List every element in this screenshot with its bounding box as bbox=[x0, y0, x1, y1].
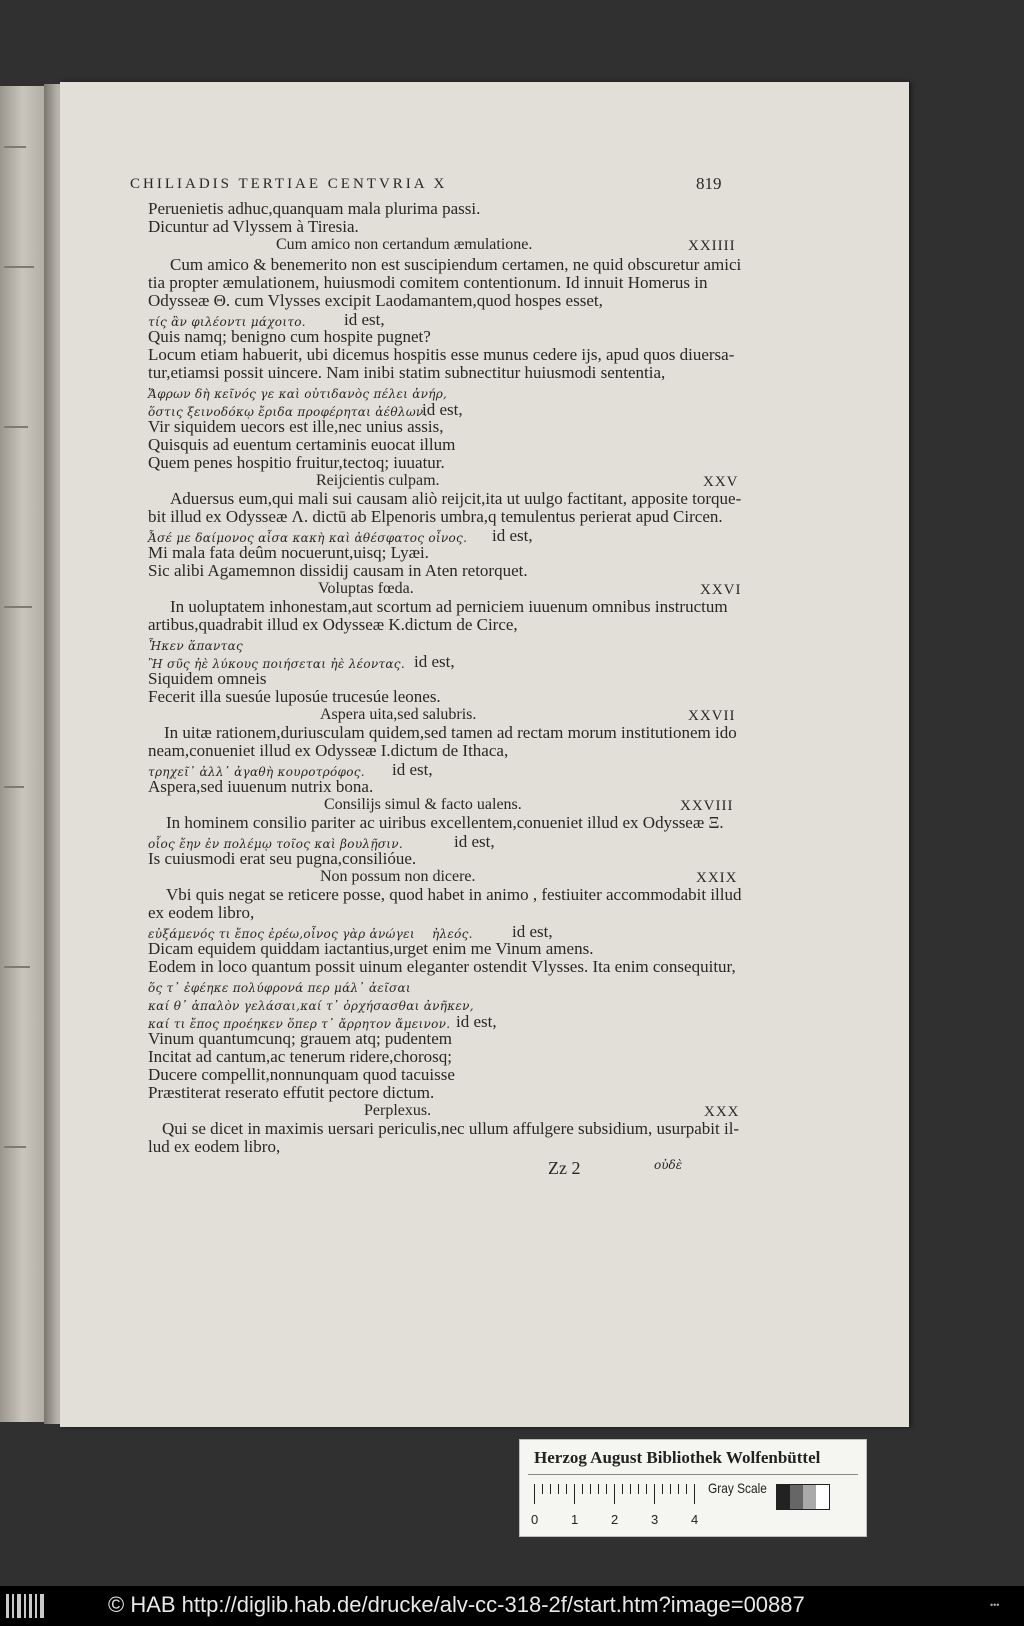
greek-line: εὐξάμενός τι ἔπος ἐρέω,οἶνος γὰρ ἀνώγει bbox=[148, 927, 415, 941]
text-line: Fecerit illa suesúe luposúe trucesúe leones. bbox=[148, 687, 441, 706]
id-est: id est, bbox=[512, 922, 553, 941]
text-line: tia propter æmulationem, huiusmodi comitem contentionum. Id innuit Homerus in bbox=[148, 273, 708, 292]
text-line: Qui se dicet in maximis uersari periculis,nec ullum affulgere subsidium, usurpabit il- bbox=[162, 1119, 740, 1138]
page-number: 819 bbox=[696, 174, 722, 193]
scale-ruler bbox=[531, 1484, 706, 1527]
footer-bar bbox=[0, 1586, 1024, 1626]
running-head-title: CHILIADIS TERTIAE CENTVRIA X bbox=[130, 176, 448, 192]
adage-number: XXVIII bbox=[680, 798, 734, 814]
text-line: ex eodem libro, bbox=[148, 903, 255, 922]
text-line: Dicam equidem quiddam iactantius,urget enim me Vinum amens. bbox=[148, 939, 594, 958]
adage-heading: Cum amico non certandum æmulatione. bbox=[276, 236, 533, 253]
ruler-label: 0 bbox=[531, 1512, 539, 1527]
text-line: In hominem consilio pariter ac uiribus excellentem,conueniet illud ex Odysseæ Ξ. bbox=[166, 813, 724, 832]
text-line: In uoluptatem inhonestam,aut scortum ad perniciem iuuenum omnibus instructum bbox=[170, 597, 728, 616]
text-line: Mi mala fata deûm nocuerunt,uisq; Lyæi. bbox=[148, 543, 429, 562]
ruler-label: 2 bbox=[611, 1512, 619, 1527]
greek-line: Ἆσέ με δαίμονος αἶσα κακὴ καὶ ἀθέσφατος οἶνος. bbox=[148, 531, 468, 545]
id-est: id est, bbox=[392, 760, 433, 779]
id-est: id est, bbox=[344, 310, 385, 329]
adage-heading: Reijcientis culpam. bbox=[316, 472, 440, 489]
id-est: id est, bbox=[454, 832, 495, 851]
book-page bbox=[60, 82, 909, 1427]
text-line: Quem penes hospitio fruitur,tectoq; iuuatur. bbox=[148, 453, 445, 472]
text-line: Vbi quis negat se reticere posse, quod habet in animo , festiuiter accommodabit illud bbox=[166, 885, 742, 904]
text-line: Is cuiusmodi erat seu pugna,consilióue. bbox=[148, 849, 417, 868]
adage-number: XXVII bbox=[688, 708, 736, 724]
text-line: Vinum quantumcunq; grauem atq; pudentem bbox=[148, 1029, 452, 1048]
adage-heading: Non possum non dicere. bbox=[320, 868, 476, 885]
greek-line: ὅς τ᾽ ἐφέηκε πολύφρονά περ μάλ᾽ ἀεῖσαι bbox=[148, 981, 411, 995]
text-line: Aduersus eum,qui mali sui causam aliò reijcit,ita ut uulgo factitant, apposite torque- bbox=[170, 489, 742, 508]
text-line: Sic alibi Agamemnon dissidij causam in Aten retorquet. bbox=[148, 561, 528, 580]
text-line: tur,etiamsi possit uincere. Nam inibi statim subnectitur huiusmodi sententia, bbox=[148, 363, 666, 382]
greek-line: τίς ἂν φιλέοντι μάχοιτο. bbox=[148, 315, 306, 329]
adage-number: XXV bbox=[703, 474, 739, 490]
text-line: Cum amico & benemerito non est suscipiendum certamen, ne quid obscuretur amici bbox=[170, 255, 742, 274]
gray-scale-swatch bbox=[776, 1484, 830, 1510]
adage-number: XXVI bbox=[700, 582, 742, 598]
label-divider bbox=[528, 1474, 858, 1475]
text-line: Quisquis ad euentum certaminis euocat illum bbox=[148, 435, 456, 454]
running-head bbox=[130, 176, 740, 198]
text-line: lud ex eodem libro, bbox=[148, 1137, 281, 1156]
text-line: Præstiterat reserato effutit pectore dictum. bbox=[148, 1083, 435, 1102]
text-line: artibus,quadrabit illud ex Odysseæ Κ.dictum de Circe, bbox=[148, 615, 518, 634]
adage-heading: Voluptas fœda. bbox=[318, 580, 414, 597]
copyright-url[interactable]: © HAB http://diglib.hab.de/drucke/alv-cc-318-2f/start.htm?image=00887 bbox=[108, 1592, 805, 1617]
ruler-label: 4 bbox=[691, 1512, 699, 1527]
greek-line: Ἧκεν ἅπαντας bbox=[148, 639, 244, 653]
text-line: Aspera,sed iuuenum nutrix bona. bbox=[148, 777, 374, 796]
id-est: id est, bbox=[422, 400, 463, 419]
text-line: Incitat ad cantum,ac tenerum ridere,chorosq; bbox=[148, 1047, 452, 1066]
signature-mark: Zz 2 bbox=[548, 1158, 581, 1178]
greek-line: Ἢ σῦς ἠὲ λύκους ποιήσεται ἠὲ λέοντας. bbox=[148, 657, 405, 671]
footer-mark-icon: ••• bbox=[990, 1600, 1000, 1610]
catchword: οὐδὲ bbox=[654, 1158, 683, 1172]
text-line: Ducere compellit,nonnunquam quod tacuisse bbox=[148, 1065, 455, 1084]
adage-number: XXX bbox=[704, 1104, 740, 1120]
text-line: Dicuntur ad Vlyssem à Tiresia. bbox=[148, 217, 359, 236]
text-line: neam,conueniet illud ex Odysseæ I.dictum de Ithaca, bbox=[148, 741, 509, 760]
text-line: Eodem in loco quantum possit uinum eleganter ostendit Vlysses. Ita enim consequitur, bbox=[148, 957, 736, 976]
adage-number: XXIX bbox=[696, 870, 738, 886]
greek-line: ὅστις ξεινοδόκῳ ἔριδα προφέρηται ἀέθλων. bbox=[148, 405, 428, 419]
library-name: Herzog August Bibliothek Wolfenbüttel bbox=[534, 1448, 821, 1467]
library-label bbox=[519, 1439, 867, 1537]
adage-heading: Aspera uita,sed salubris. bbox=[320, 706, 477, 723]
text-line: Odysseæ Θ. cum Vlysses excipit Laodamantem,quod hospes esset, bbox=[148, 291, 603, 310]
greek-line: καί θ᾽ ἁπαλὸν γελάσαι,καί τ᾽ ὀρχήσασθαι ἀνῆκεν, bbox=[148, 999, 474, 1013]
text-line: Peruenietis adhuc,quanquam mala plurima passi. bbox=[148, 199, 481, 218]
gray-scale-label: Gray Scale bbox=[708, 1480, 767, 1496]
adage-heading: Consilijs simul & facto ualens. bbox=[324, 796, 522, 813]
ruler-label: 3 bbox=[651, 1512, 659, 1527]
text-line: In uitæ rationem,duriusculam quidem,sed tamen ad rectam morum institutionem ido bbox=[164, 723, 737, 742]
greek-line: τρηχεῖ᾽ ἀλλ᾽ ἀγαθὴ κουροτρόφος. bbox=[148, 765, 365, 779]
greek-line: ἠλεός. bbox=[432, 927, 473, 941]
adage-heading: Perplexus. bbox=[364, 1102, 432, 1119]
greek-line: καί τι ἔπος προέηκεν ὅπερ τ᾽ ἄρρητον ἄμεινον. bbox=[148, 1017, 451, 1031]
barcode-icon bbox=[6, 1594, 46, 1618]
text-line: Quis namq; benigno cum hospite pugnet? bbox=[148, 327, 431, 346]
greek-line: οἷος ἔην ἐν πολέμῳ τοῖος καὶ βουλῇσιν. bbox=[148, 837, 404, 851]
adage-number: XXIIII bbox=[688, 238, 736, 254]
text-line: bit illud ex Odysseæ Λ. dictū ab Elpenoris umbra,q temulentus perierat apud Circen. bbox=[148, 507, 723, 526]
ruler-label: 1 bbox=[571, 1512, 579, 1527]
id-est: id est, bbox=[414, 652, 455, 671]
greek-line: Ἄφρων δὴ κεῖνός γε καὶ οὐτιδανὸς πέλει ἀνήρ, bbox=[148, 387, 448, 401]
text-line: Locum etiam habuerit, ubi dicemus hospitis esse munus cedere ijs, apud quos diuersa- bbox=[148, 345, 735, 364]
text-line: Siquidem omneis bbox=[148, 669, 267, 688]
id-est: id est, bbox=[492, 526, 533, 545]
text-line: Vir siquidem uecors est ille,nec unius assis, bbox=[148, 417, 444, 436]
id-est: id est, bbox=[456, 1012, 497, 1031]
